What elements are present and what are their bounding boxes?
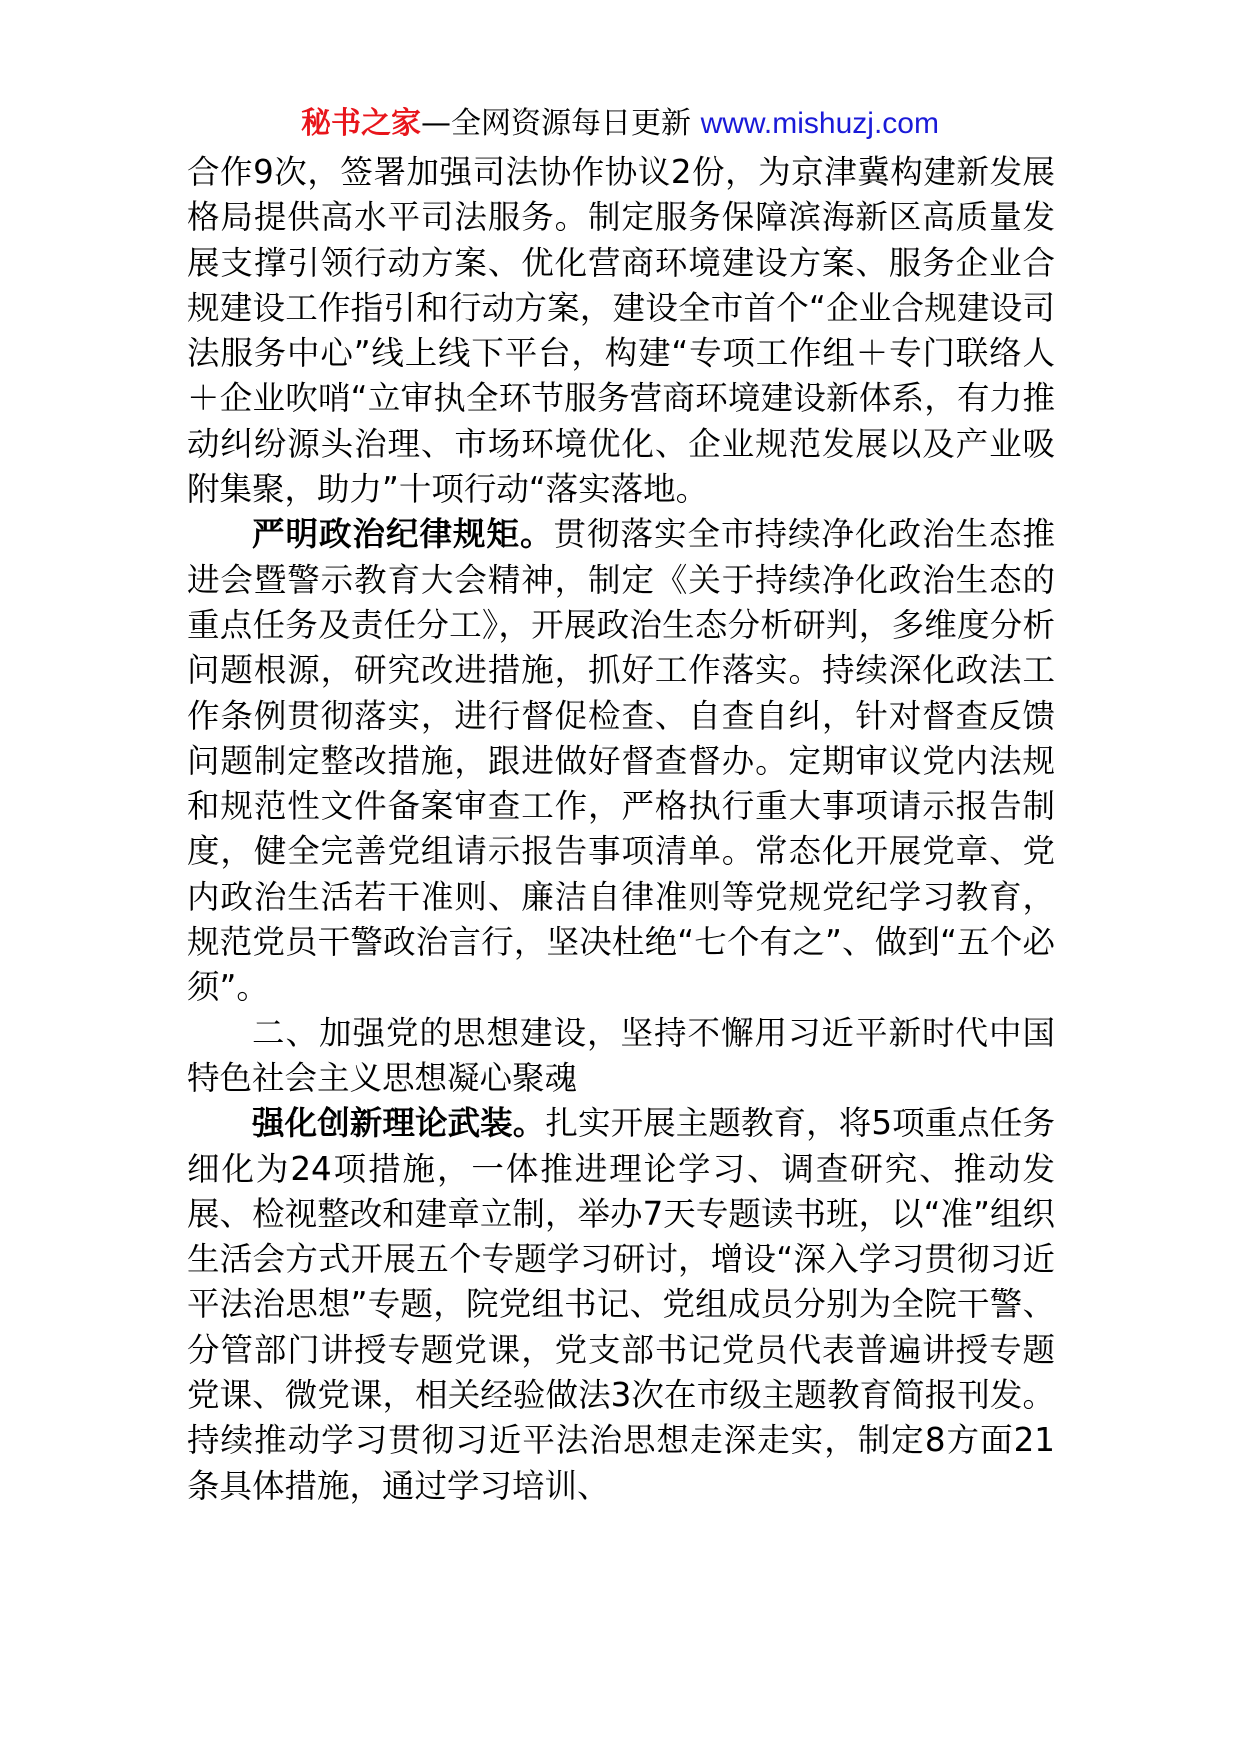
paragraph-text: 合作9次，签署加强司法协作协议2份，为京津冀构建新发展格局提供高水平司法服务。制定服务保障滨海新区高质量发展支撑引领行动方案、优化营商环境建设方案、服务企业合规建设工作指引和行动方案，建设全市首个“企业合规建设司法服务中心”线上线下平台，构建“专项工作组＋专门联络人＋企业吹哨“立审执全环节服务营商环境建设新体系，有力推动纠纷源头治理、市场环境优化、企业规范发展以及产业吸附集聚，助力”十项行动“落实落地。 <box>187 153 1055 509</box>
site-brand: 秘书之家 <box>301 106 422 141</box>
paragraph-text: 扎实开展主题教育，将5项重点任务细化为24项措施，一体推进理论学习、调查研究、推动发展、检视整改和建章立制，举办7天专题读书班，以“准”组织生活会方式开展五个专题学习研讨，增设“深入学习贯彻习近平法治思想”专题，院党组书记、党组成员分别为全院干警、分管部门讲授专题党课，党支部书记党员代表普遍讲授专题党课、微党课，相关经验做法3次在市级主题教育简报刊发。持续推动学习贯彻习近平法治思想走深走实，制定8方面21条具体措施，通过学习培训、 <box>187 1104 1055 1505</box>
document-body <box>187 150 1055 1509</box>
paragraph-continuation <box>187 150 1055 512</box>
page-header <box>0 102 1240 146</box>
paragraph-theory <box>187 1101 1055 1509</box>
site-tagline: —全网资源每日更新 <box>421 106 701 141</box>
paragraph-discipline <box>187 512 1055 1010</box>
section-heading-text: 二、加强党的思想建设，坚持不懈用习近平新时代中国特色社会主义思想凝心聚魂 <box>187 1013 1055 1097</box>
paragraph-heading: 严明政治纪律规矩。 <box>252 515 554 554</box>
section-heading <box>187 1011 1055 1102</box>
paragraph-text: 贯彻落实全市持续净化政治生态推进会暨警示教育大会精神，制定《关于持续净化政治生态的重点任务及责任分工》，开展政治生态分析研判，多维度分析问题根源，研究改进措施，抓好工作落实。持续深化政法工作条例贯彻落实，进行督促检查、自查自纠，针对督查反馈问题制定整改措施，跟进做好督查督办。定期审议党内法规和规范性文件备案审查工作，严格执行重大事项请示报告制度，健全完善党组请示报告事项清单。常态化开展党章、党内政治生活若干准则、廉洁自律准则等党规党纪学习教育，规范党员干警政治言行，坚决杜绝“七个有之”、做到“五个必须”。 <box>187 515 1055 1007</box>
paragraph-heading: 强化创新理论武装。 <box>252 1104 546 1143</box>
site-url-link[interactable]: www.mishuzj.com <box>700 107 939 140</box>
